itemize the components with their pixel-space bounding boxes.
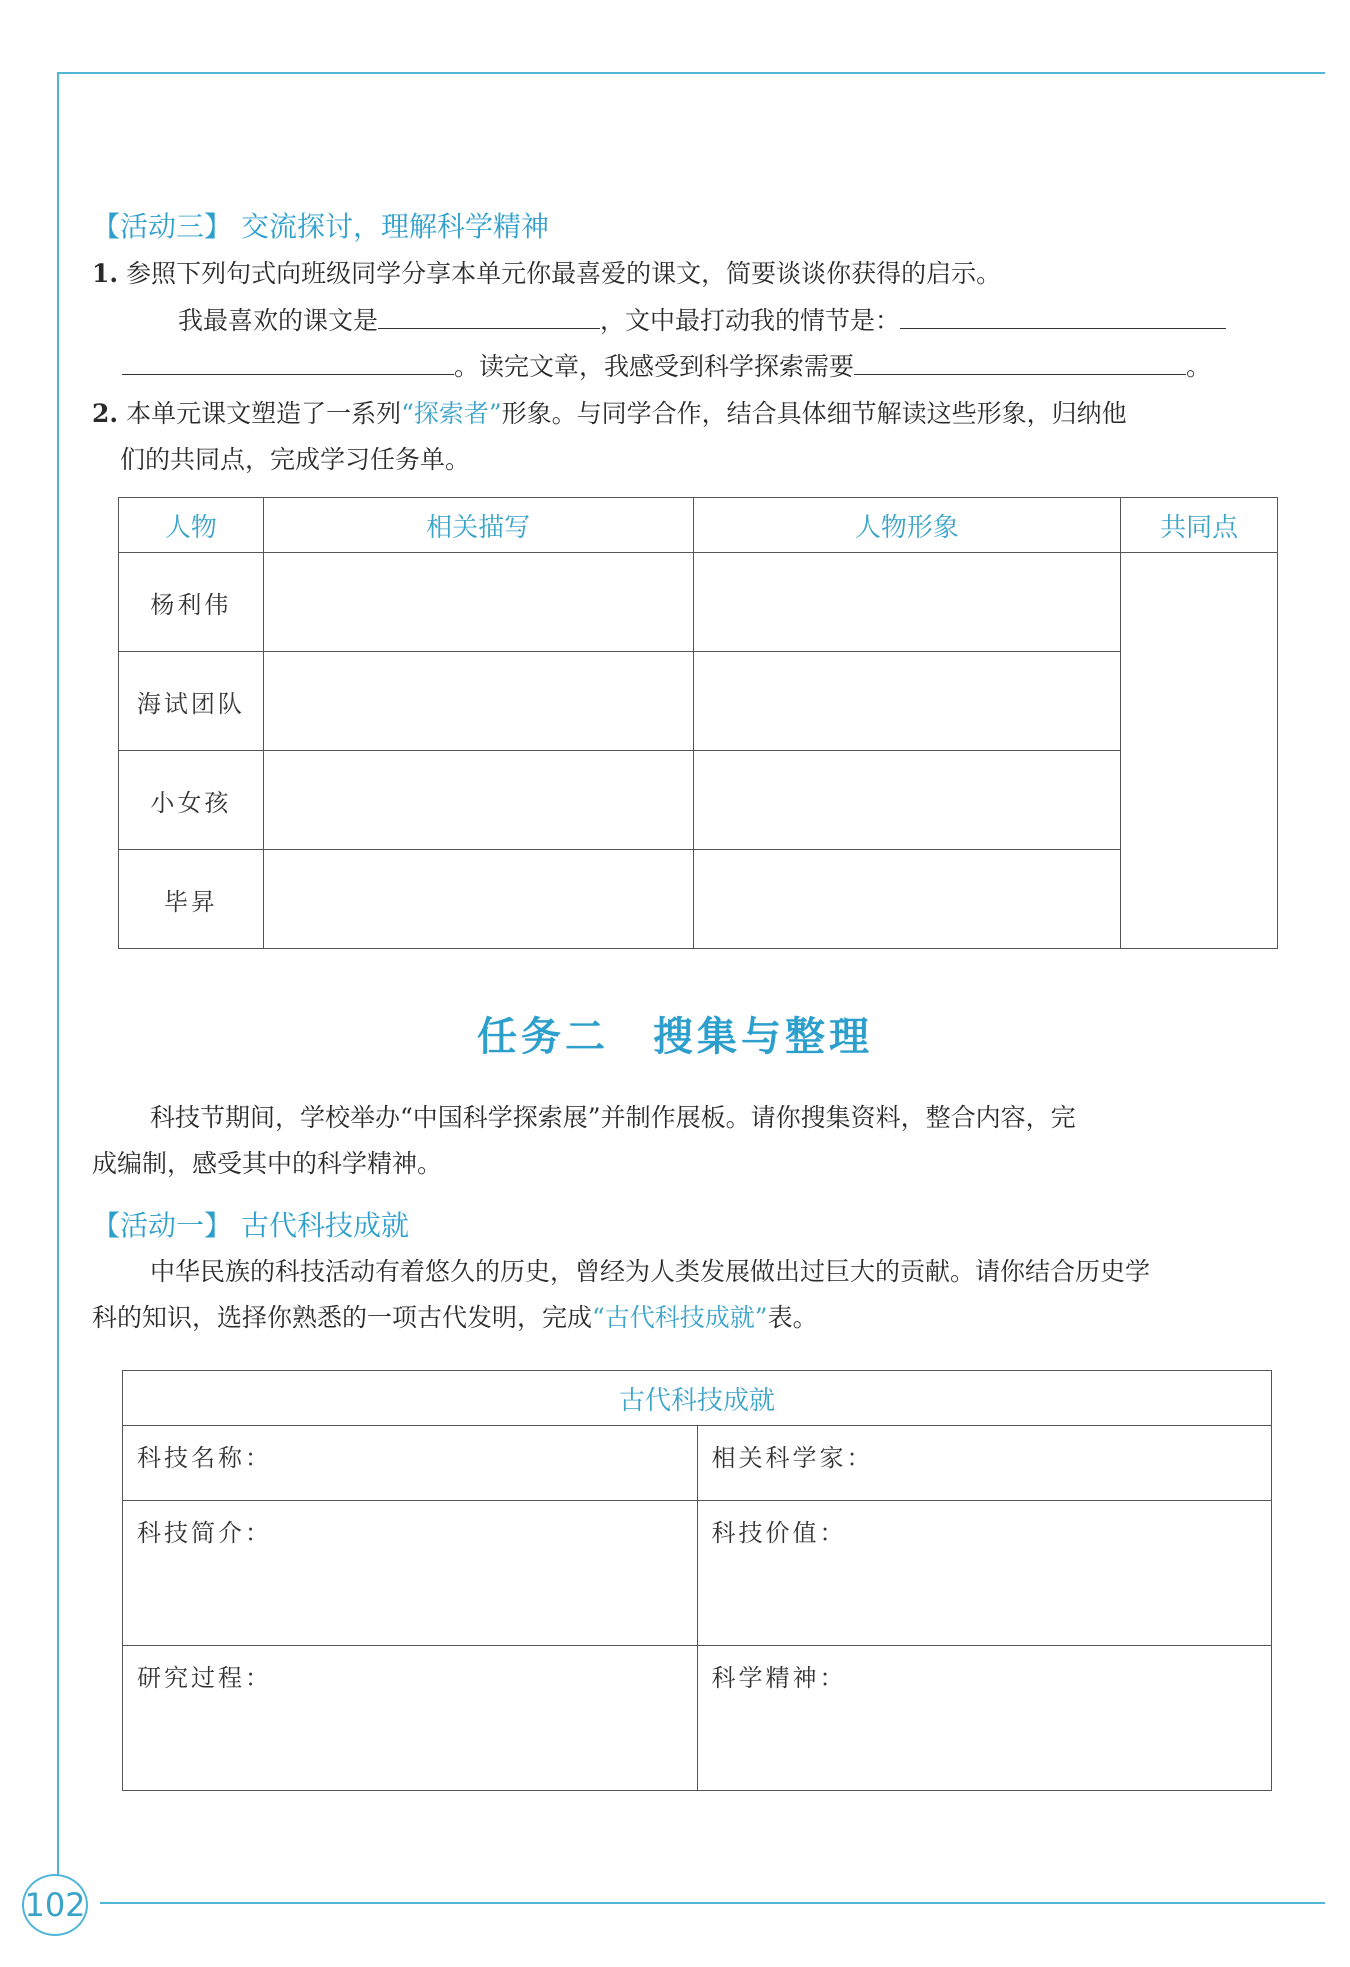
question-2-line2 <box>120 438 1290 482</box>
table-row <box>123 1501 1272 1646</box>
activity1-bracket-close: 】 <box>204 1209 233 1242</box>
activity3-bracket-open: 【 <box>92 210 121 243</box>
task2-title: 任务二 搜集与整理 <box>477 1013 873 1060</box>
research-process-field[interactable]: 研究过程： <box>123 1646 698 1791</box>
question-1-line1 <box>178 299 1298 343</box>
line2-prompt-a: 。读完文章，我感受到科学探索需要 <box>454 352 855 381</box>
ancient-tech-table <box>122 1370 1272 1791</box>
description-cell[interactable] <box>263 652 693 751</box>
science-needs-blank[interactable] <box>854 352 1186 375</box>
tech-name-field[interactable]: 科技名称： <box>123 1426 698 1501</box>
question-2-text-c: 们的共同点，完成学习任务单。 <box>120 445 471 474</box>
common-cell[interactable] <box>1121 553 1278 949</box>
activity3-label: 活动三 <box>120 210 205 243</box>
table-row <box>119 652 1278 751</box>
activity1-bracket-open: 【 <box>92 1209 121 1242</box>
moving-plot-blank-cont[interactable] <box>122 352 454 375</box>
image-cell[interactable] <box>693 553 1121 652</box>
line1-prompt-a: 我最喜欢的课文是 <box>178 306 379 335</box>
page-frame-left <box>57 72 59 1880</box>
ancient-tech-highlight: “古代科技成就” <box>592 1303 768 1332</box>
task2-intro-line1 <box>150 1096 1290 1140</box>
image-cell[interactable] <box>693 751 1121 850</box>
tech-value-field[interactable]: 科技价值： <box>697 1501 1272 1646</box>
description-cell[interactable] <box>263 751 693 850</box>
scientific-spirit-field[interactable]: 科学精神： <box>697 1646 1272 1791</box>
explorer-highlight: “探索者” <box>401 399 502 428</box>
table2-title: 古代科技成就 <box>123 1371 1272 1426</box>
row-name-sea-trial-team: 海试团队 <box>119 652 264 751</box>
question-2-number: 2. <box>92 399 119 428</box>
header-description: 相关描写 <box>263 498 693 553</box>
activity3-bracket-close: 】 <box>204 210 233 243</box>
activity1-heading <box>92 1204 409 1244</box>
table-row <box>119 553 1278 652</box>
question-1-text: 参照下列句式向班级同学分享本单元你最喜爱的课文，简要谈谈你获得的启示。 <box>126 259 1002 288</box>
row-name-bisheng: 毕昇 <box>119 850 264 949</box>
table-row <box>123 1646 1272 1791</box>
header-character: 人物 <box>119 498 264 553</box>
activity3-heading <box>92 205 549 245</box>
task2-intro-b: 成编制，感受其中的科学精神。 <box>92 1149 443 1178</box>
activity1-text-a: 中华民族的科技活动有着悠久的历史，曾经为人类发展做出过巨大的贡献。请你结合历史学 <box>150 1257 1151 1286</box>
image-cell[interactable] <box>693 652 1121 751</box>
row-name-little-girl: 小女孩 <box>119 751 264 850</box>
favorite-text-blank[interactable] <box>378 306 600 329</box>
header-image: 人物形象 <box>693 498 1121 553</box>
page-frame-top <box>57 72 1325 74</box>
question-2 <box>92 392 1292 436</box>
image-cell[interactable] <box>693 850 1121 949</box>
line2-prompt-b: 。 <box>1186 352 1212 381</box>
activity1-label: 活动一 <box>120 1209 205 1242</box>
activity1-text-b: 科的知识，选择你熟悉的一项古代发明，完成 <box>92 1303 593 1332</box>
table-row <box>119 751 1278 850</box>
activity3-title: 交流探讨，理解科学精神 <box>240 210 549 243</box>
table-row <box>123 1426 1272 1501</box>
description-cell[interactable] <box>263 850 693 949</box>
task-sheet-table <box>118 497 1278 949</box>
related-scientist-field[interactable]: 相关科学家： <box>697 1426 1272 1501</box>
table2-title-row <box>123 1371 1272 1426</box>
page-frame-bottom <box>100 1902 1325 1904</box>
table-header-row <box>119 498 1278 553</box>
page-number: 102 <box>22 1874 88 1936</box>
task2-intro-line2 <box>92 1142 1292 1186</box>
question-2-text-b: 形象。与同学合作，结合具体细节解读这些形象，归纳他 <box>501 399 1127 428</box>
table-row <box>119 850 1278 949</box>
row-name-yangliwei: 杨利伟 <box>119 553 264 652</box>
activity1-title: 古代科技成就 <box>240 1209 409 1242</box>
line1-prompt-b: ，文中最打动我的情节是： <box>600 306 901 335</box>
question-2-text-a: 本单元课文塑造了一系列 <box>126 399 402 428</box>
question-1-number: 1. <box>92 259 119 288</box>
question-1 <box>92 252 1292 296</box>
task2-intro-a: 科技节期间，学校举办“中国科学探索展”并制作展板。请你搜集资料，整合内容，完 <box>150 1103 1076 1132</box>
tech-intro-field[interactable]: 科技简介： <box>123 1501 698 1646</box>
moving-plot-blank[interactable] <box>900 306 1226 329</box>
activity1-text-line2 <box>92 1296 1292 1340</box>
header-common: 共同点 <box>1121 498 1278 553</box>
question-1-line2 <box>122 345 1312 389</box>
activity1-text-line1 <box>150 1250 1290 1294</box>
activity1-text-c: 表。 <box>767 1303 818 1332</box>
description-cell[interactable] <box>263 553 693 652</box>
